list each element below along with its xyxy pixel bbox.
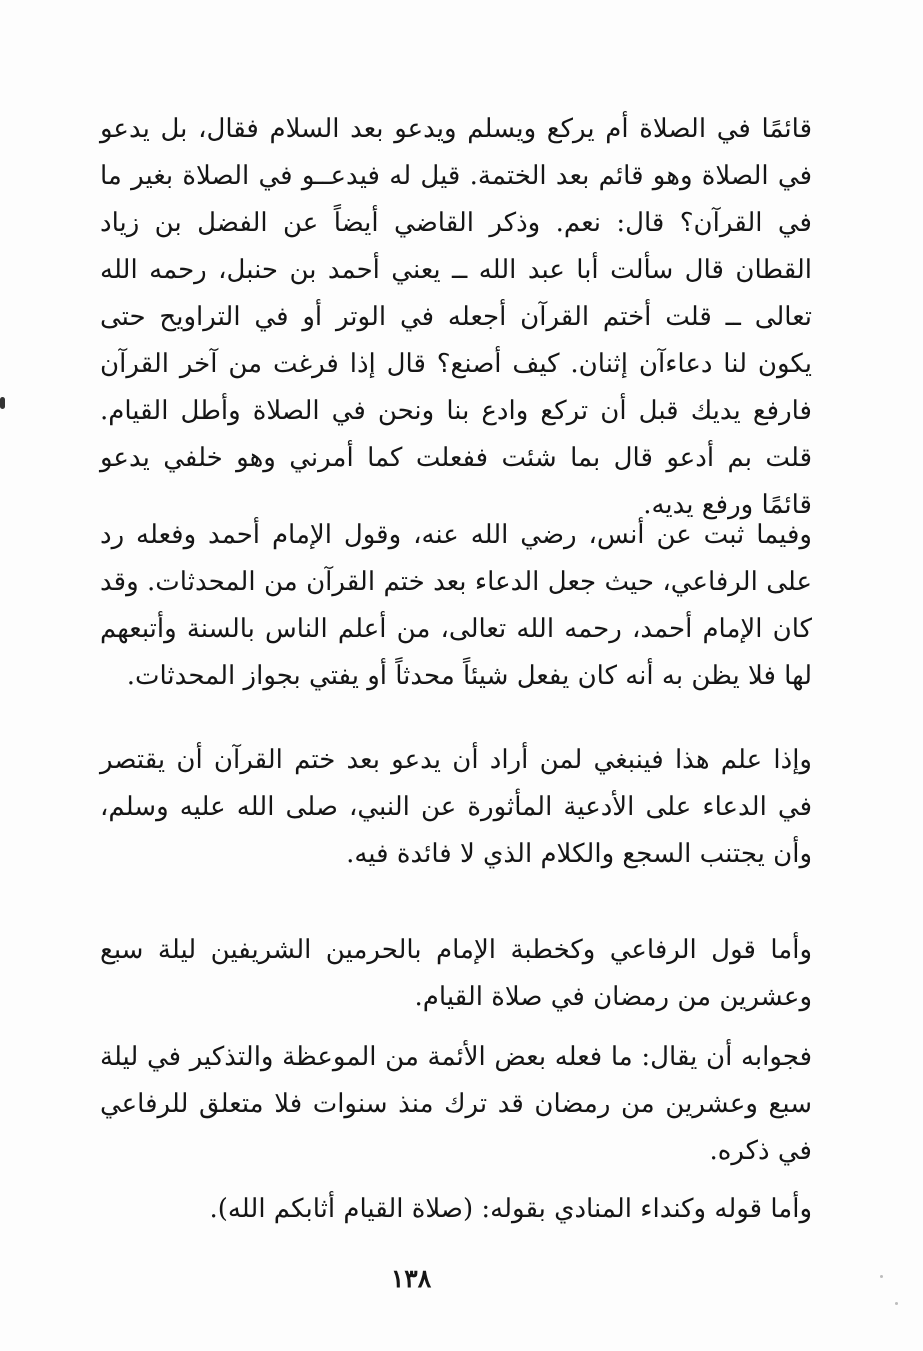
scan-speck [880, 1275, 883, 1278]
page-number: ١٣٨ [390, 1264, 432, 1293]
paragraph-6: وأما قوله وكنداء المنادي بقوله: (صلاة القيام أثابكم الله). [209, 1194, 812, 1224]
paragraph-2: وفيما ثبت عن أنس، رضي الله عنه، وقول الإمام أحمد وفعله رد على الرفاعي، حيث جعل الدعاء بعد ختم القرآن من المحدثات. وقد كان الإمام أحمد، رحمه الله تعالى، من أعلم الناس بالسنة وأتبعهم لها فلا يظن به أنه كان يفعل شيئاً محدثاً أو يفتي بجواز المحدثات. [100, 520, 812, 691]
paragraph-4: وأما قول الرفاعي وكخطبة الإمام بالحرمين الشريفين ليلة سبع وعشرين من رمضان في صلاة القيام. [100, 935, 812, 1012]
paragraph-5: فجوابه أن يقال: ما فعله بعض الأئمة من الموعظة والتذكير في ليلة سبع وعشرين من رمضان قد ترك منذ سنوات فلا متعلق للرفاعي في ذكره. [100, 1042, 812, 1166]
margin-mark [0, 397, 5, 409]
paragraph-3: وإذا علم هذا فينبغي لمن أراد أن يدعو بعد ختم القرآن أن يقتصر في الدعاء على الأدعية المأثورة عن النبي، صلى الله عليه وسلم، وأن يجتنب السجع والكلام الذي لا فائدة فيه. [100, 745, 812, 869]
paragraph-1: قائمًا في الصلاة أم يركع ويسلم ويدعو بعد السلام فقال، بل يدعو في الصلاة وهو قائم بعد الختمة. قيل له فيدعــو في الصلاة بغير ما في القرآن؟ قال: نعم. وذكر القاضي أيضاً عن الفضل بن زياد القطان قال سألت أبا عبد الله ــ يعني أحمد بن حنبل، رحمه الله تعالى ــ قلت أختم القرآن أجعله في الوتر أو في التراويح حتى يكون لنا دعاءآن إثنان. كيف أصنع؟ قال إذا فرغت من آخر القرآن فارفع يديك قبل أن تركع وادع بنا ونحن في الصلاة وأطل القيام. قلت بم أدعو قال بما شئت ففعلت كما أمرني وهو خلفي يدعو قائمًا ورفع يديه. [100, 114, 812, 520]
scan-speck [895, 1302, 898, 1305]
